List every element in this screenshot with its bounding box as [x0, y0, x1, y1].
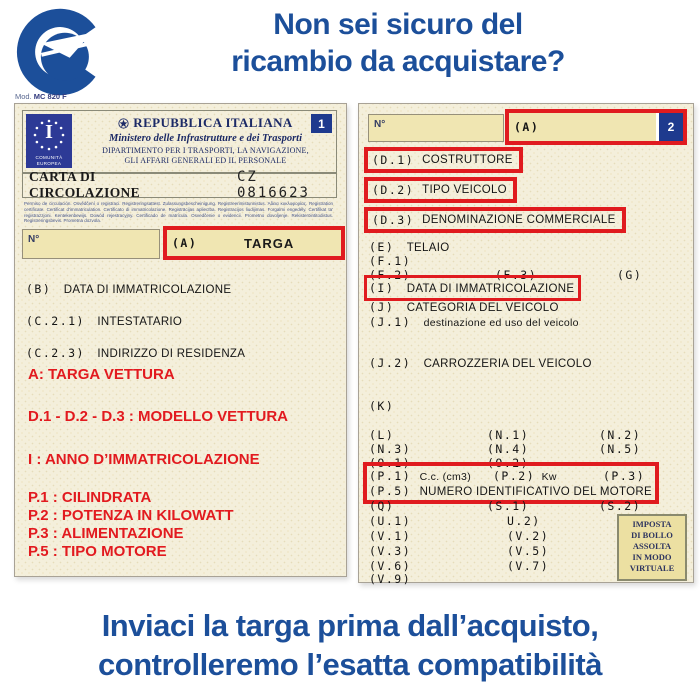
tax-stamp-line: ASSOLTA: [632, 541, 672, 551]
field-code: (V.3): [369, 544, 412, 558]
field-code: U.2): [507, 514, 541, 528]
department-line2: GLI AFFARI GENERALI ED IL PERSONALE: [124, 155, 287, 165]
doc1-page-number-badge: 1: [311, 114, 332, 133]
doc1-targa-field-highlight: [163, 226, 345, 260]
field-label: DATA DI IMMATRICOLAZIONE: [63, 284, 232, 296]
field-code: (I): [369, 281, 395, 295]
doc2-number-field-label: N°: [374, 119, 386, 130]
field-code: (F.2): [369, 268, 412, 282]
note-targa: A: TARGA VETTURA: [28, 366, 175, 383]
field-code: (C.2.3): [26, 346, 85, 360]
field-code: (F.1): [369, 254, 412, 268]
field-code: (V.1): [369, 529, 412, 543]
field-code: (J): [369, 300, 395, 314]
field-code: (N.2): [599, 428, 642, 442]
field-label: DENOMINAZIONE COMMERCIALE: [422, 214, 616, 226]
doc1-header-text: [75, 111, 336, 173]
field-j1-row: [369, 313, 579, 331]
doc1-number-field: [22, 229, 160, 259]
tax-stamp-line: VIRTUALE: [629, 563, 675, 573]
field-code: (P.1): [369, 469, 412, 483]
doc1-number-field-label: N°: [28, 234, 40, 245]
field-label: NUMERO IDENTIFICATIVO DEL MOTORE: [419, 486, 652, 498]
note-alimentazione: P.3 : ALIMENTAZIONE: [28, 525, 184, 542]
field-a-label: TARGA: [244, 235, 295, 251]
field-code: (D.1): [372, 153, 415, 167]
field-code: (O.1): [369, 456, 412, 470]
field-label: CATEGORIA DEL VEICOLO: [406, 302, 559, 314]
field-d1-highlight: [364, 147, 523, 173]
field-s2: [599, 497, 641, 515]
eu-flag: [26, 114, 72, 168]
multilanguage-text: Permiso de circulación. Osvědčení o registraci. Registreringsattest. Zulassungsbescheinigung. Registreerimistunnistus. Άδεια κυκλοφορίας. Registration certificate. Certificat d'immatriculation. Certificato di immatricolazione. Registrācijas apliecība. Registracijos liudijimas. Forgalmi engedély. Ċertifikat ta' reġistrazzjoni. Kentekenbewijs. Dowód rejestracyjny. Certificado de matrícula. Osvedčenie o evidencii. Prometno dovoljenje. Rekisteröintitodistus. Registreringsbevis. Prometna dozvola.: [24, 201, 333, 224]
footer-line2: controlleremo l’esatta compatibilità: [98, 647, 602, 682]
eu-flag-country-letter: I: [45, 121, 53, 143]
doc-serial-number: CZ 0816623: [236, 169, 310, 201]
field-label: TELAIO: [406, 242, 450, 254]
field-code: (S.1): [487, 499, 530, 513]
field-label: INDIRIZZO DI RESIDENZA: [97, 348, 246, 360]
page-title-line2: ricambio da acquistare?: [231, 45, 565, 78]
field-code: (N.5): [599, 442, 642, 456]
note-anno: I : ANNO D’IMMATRICOLAZIONE: [28, 451, 260, 468]
registration-card-data-page: [358, 103, 694, 586]
field-code: (L): [369, 428, 395, 442]
tax-stamp-box: [617, 514, 687, 581]
field-code: (C.2.1): [26, 314, 85, 328]
field-code: (B): [26, 282, 52, 296]
field-code: (N.1): [487, 428, 530, 442]
field-j2-row: [369, 354, 592, 372]
field-v7: [507, 557, 549, 575]
field-label: DATA DI IMMATRICOLAZIONE: [406, 283, 575, 295]
field-code: (E): [369, 240, 395, 254]
field-code: (P.2): [493, 469, 536, 483]
field-code: (D.3): [372, 213, 415, 227]
doc2-badge-wrap: [656, 113, 683, 141]
field-code: (V.6): [369, 559, 412, 573]
italy-emblem-icon: [118, 118, 129, 129]
field-n5: [599, 440, 641, 458]
department-line1: DIPARTIMENTO PER I TRASPORTI, LA NAVIGAZIONE,: [102, 146, 309, 155]
doc-title: CARTA DI CIRCOLAZIONE: [29, 169, 140, 200]
doc2-targa-field-highlight: [505, 109, 687, 145]
field-b-row: [26, 280, 231, 298]
field-d2-highlight: [364, 177, 517, 203]
brand-logo-icon: [14, 4, 110, 100]
model-number-label: [15, 92, 67, 101]
field-label: INTESTATARIO: [97, 316, 183, 328]
field-label: TIPO VEICOLO: [422, 184, 507, 196]
ministry-name: Ministero delle Infrastrutture e dei Trasporti: [108, 133, 302, 144]
doc1-title-row: [22, 169, 337, 201]
field-code: (D.2): [372, 183, 415, 197]
state-name: [75, 115, 336, 131]
field-code: (V.2): [507, 529, 550, 543]
field-code: (N.4): [487, 442, 530, 456]
tax-stamp-line: IMPOSTA: [632, 519, 672, 529]
field-label: Kw: [541, 471, 557, 483]
field-code: (G): [617, 268, 643, 282]
field-a-code: (A): [514, 120, 540, 134]
field-label: destinazione ed uso del veicolo: [423, 317, 579, 329]
footer-line1: Inviaci la targa prima dall’acquisto,: [101, 608, 599, 643]
field-label: CARROZZERIA DEL VEICOLO: [423, 358, 592, 370]
note-cilindrata: P.1 : CILINDRATA: [28, 489, 152, 506]
field-code: (J.2): [369, 356, 412, 370]
model-number-code: MC 820 F: [33, 92, 67, 101]
field-code: (P.3): [603, 469, 646, 483]
doc2-page-number-badge: 2: [659, 113, 683, 141]
page-title: [115, 6, 681, 80]
field-code: (P.5): [369, 484, 412, 498]
tax-stamp-line: DI BOLLO: [631, 530, 673, 540]
footer-message: [0, 606, 700, 684]
eu-flag-caption-line1: COMUNITÀ: [35, 155, 63, 161]
note-potenza: P.2 : POTENZA IN KILOWATT: [28, 507, 234, 524]
field-label: C.c. (cm3): [419, 471, 471, 483]
field-d3-highlight: [364, 207, 626, 233]
field-label: COSTRUTTORE: [422, 154, 513, 166]
field-code: (V.5): [507, 544, 550, 558]
state-name-label: REPUBBLICA ITALIANA: [133, 115, 293, 130]
model-number-prefix: Mod.: [15, 92, 32, 101]
doc1-header: [22, 110, 337, 174]
registration-card-front: [14, 103, 347, 577]
field-c23-row: [26, 344, 245, 362]
field-code: (F.3): [495, 268, 538, 282]
field-code: (O.2): [487, 456, 530, 470]
field-a-code: (A): [172, 236, 198, 250]
note-modello: D.1 - D.2 - D.3 : MODELLO VETTURA: [28, 408, 289, 425]
eu-flag-caption-line2: EUROPEA: [36, 160, 62, 166]
doc2-number-field: [368, 114, 504, 142]
page-title-line1: Non sei sicuro del: [273, 8, 523, 41]
field-g: [617, 266, 642, 284]
field-code: (V.9): [369, 572, 412, 586]
tax-stamp-line: IN MODO: [632, 552, 672, 562]
eu-flag-caption: [36, 155, 63, 166]
field-code: (V.7): [507, 559, 550, 573]
field-k: [369, 397, 394, 415]
field-code: (N.3): [369, 442, 412, 456]
field-code: (S.2): [599, 499, 642, 513]
field-v9: [369, 570, 411, 588]
field-code: (J.1): [369, 315, 412, 329]
field-code: (U.1): [369, 514, 412, 528]
note-tipo-motore: P.5 : TIPO MOTORE: [28, 543, 167, 560]
field-c21-row: [26, 312, 182, 330]
field-code: (K): [369, 399, 395, 413]
field-code: (Q): [369, 499, 395, 513]
